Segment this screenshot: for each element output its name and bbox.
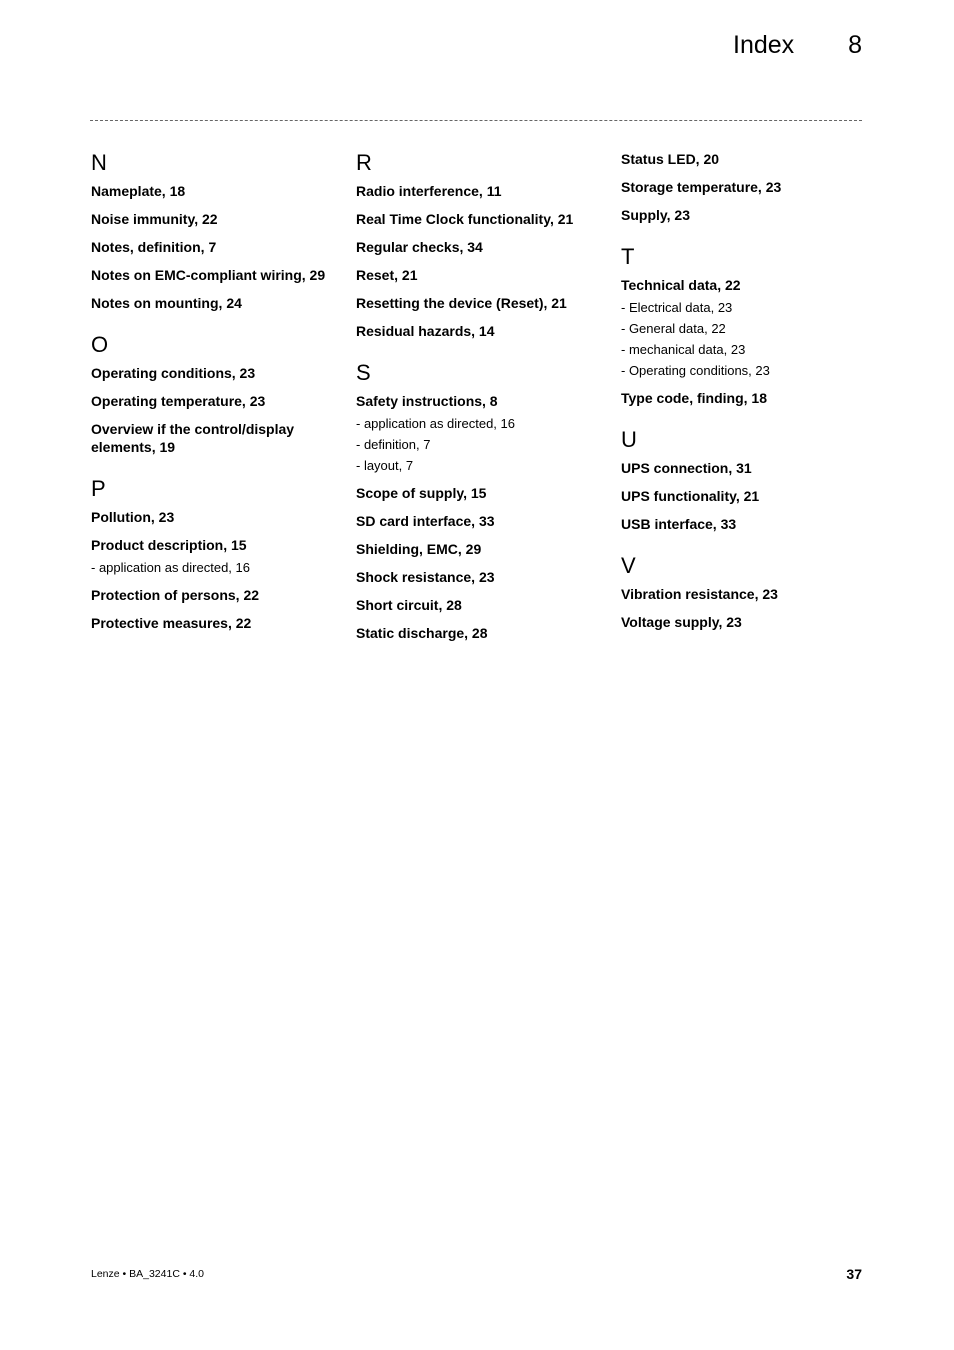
- index-entry[interactable]: USB interface, 33: [621, 516, 737, 532]
- index-subentries: [356, 413, 596, 476]
- index-entry[interactable]: Product description, 15: [91, 537, 247, 553]
- index-letter: O: [91, 332, 109, 357]
- index-entry[interactable]: Vibration resistance, 23: [621, 586, 778, 602]
- index-subentry[interactable]: - Electrical data, 23: [621, 300, 733, 315]
- index-entry[interactable]: Shielding, EMC, 29: [356, 541, 482, 557]
- index-entry[interactable]: Scope of supply, 15: [356, 485, 487, 501]
- index-entry[interactable]: Voltage supply, 23: [621, 614, 742, 630]
- index-entry[interactable]: Status LED, 20: [621, 151, 720, 167]
- page-number: 37: [846, 1266, 862, 1282]
- index-letter: R: [356, 150, 372, 175]
- index-section: [621, 427, 861, 533]
- index-entry[interactable]: Storage temperature, 23: [621, 179, 782, 195]
- index-letter: U: [621, 427, 637, 452]
- index-entry[interactable]: Operating conditions, 23: [91, 365, 256, 381]
- index-subentry[interactable]: - layout, 7: [356, 458, 414, 473]
- index-entry[interactable]: Reset, 21: [356, 267, 418, 283]
- index-entry[interactable]: Technical data, 22: [621, 277, 741, 293]
- footer-doc-id: Lenze • BA_3241C • 4.0: [91, 1268, 205, 1280]
- index-entry[interactable]: Pollution, 23: [91, 509, 175, 525]
- index-entry[interactable]: Residual hazards, 14: [356, 323, 495, 339]
- index-subentry[interactable]: - mechanical data, 23: [621, 342, 746, 357]
- index-entry[interactable]: Protective measures, 22: [91, 615, 252, 631]
- index-entry[interactable]: UPS functionality, 21: [621, 488, 760, 504]
- index-entry[interactable]: Notes on mounting, 24: [91, 295, 242, 311]
- index-entry[interactable]: Safety instructions, 8: [356, 393, 498, 409]
- dashed-divider: [90, 120, 862, 121]
- index-section: [91, 150, 331, 312]
- index-section: [621, 150, 861, 224]
- index-letter: T: [621, 244, 635, 269]
- index-subentry[interactable]: - application as directed, 16: [91, 560, 250, 575]
- index-entry[interactable]: Noise immunity, 22: [91, 211, 218, 227]
- index-entry[interactable]: Supply, 23: [621, 207, 690, 223]
- index-section: [621, 244, 861, 407]
- index-entry[interactable]: Radio interference, 11: [356, 183, 502, 199]
- index-section: [621, 553, 861, 631]
- index-letter: P: [91, 476, 106, 501]
- index-letter: S: [356, 360, 371, 385]
- index-column-1: [91, 150, 331, 642]
- index-subentry[interactable]: - definition, 7: [356, 437, 431, 452]
- index-entry[interactable]: Type code, finding, 18: [621, 390, 767, 406]
- index-subentry[interactable]: - Operating conditions, 23: [621, 363, 770, 378]
- index-column-3: [621, 150, 861, 641]
- index-entry[interactable]: Regular checks, 34: [356, 239, 483, 255]
- index-letter: V: [621, 553, 636, 578]
- index-entry[interactable]: Notes, definition, 7: [91, 239, 217, 255]
- index-subentry[interactable]: - application as directed, 16: [356, 416, 515, 431]
- index-entry[interactable]: Overview if the control/display elements, 19: [91, 421, 295, 455]
- index-section: [91, 476, 331, 632]
- index-entry[interactable]: Resetting the device (Reset), 21: [356, 295, 567, 311]
- index-section: [356, 360, 596, 642]
- index-entry[interactable]: Static discharge, 28: [356, 625, 488, 641]
- index-entry[interactable]: UPS connection, 31: [621, 460, 752, 476]
- index-entry[interactable]: Operating temperature, 23: [91, 393, 266, 409]
- index-entry[interactable]: Shock resistance, 23: [356, 569, 495, 585]
- index-section: [356, 150, 596, 340]
- index-subentries: [91, 557, 331, 578]
- index-subentry[interactable]: - General data, 22: [621, 321, 726, 336]
- index-entry[interactable]: Protection of persons, 22: [91, 587, 260, 603]
- index-entry[interactable]: Real Time Clock functionality, 21: [356, 211, 574, 227]
- index-entry[interactable]: SD card interface, 33: [356, 513, 495, 529]
- index-subentries: [621, 297, 861, 381]
- index-section: [91, 332, 331, 456]
- index-column-2: [356, 150, 596, 652]
- index-entry[interactable]: Nameplate, 18: [91, 183, 186, 199]
- page-title: Index: [733, 31, 795, 59]
- chapter-number: 8: [848, 31, 862, 59]
- index-letter: N: [91, 150, 107, 175]
- index-entry[interactable]: Notes on EMC-compliant wiring, 29: [91, 267, 326, 283]
- index-entry[interactable]: Short circuit, 28: [356, 597, 462, 613]
